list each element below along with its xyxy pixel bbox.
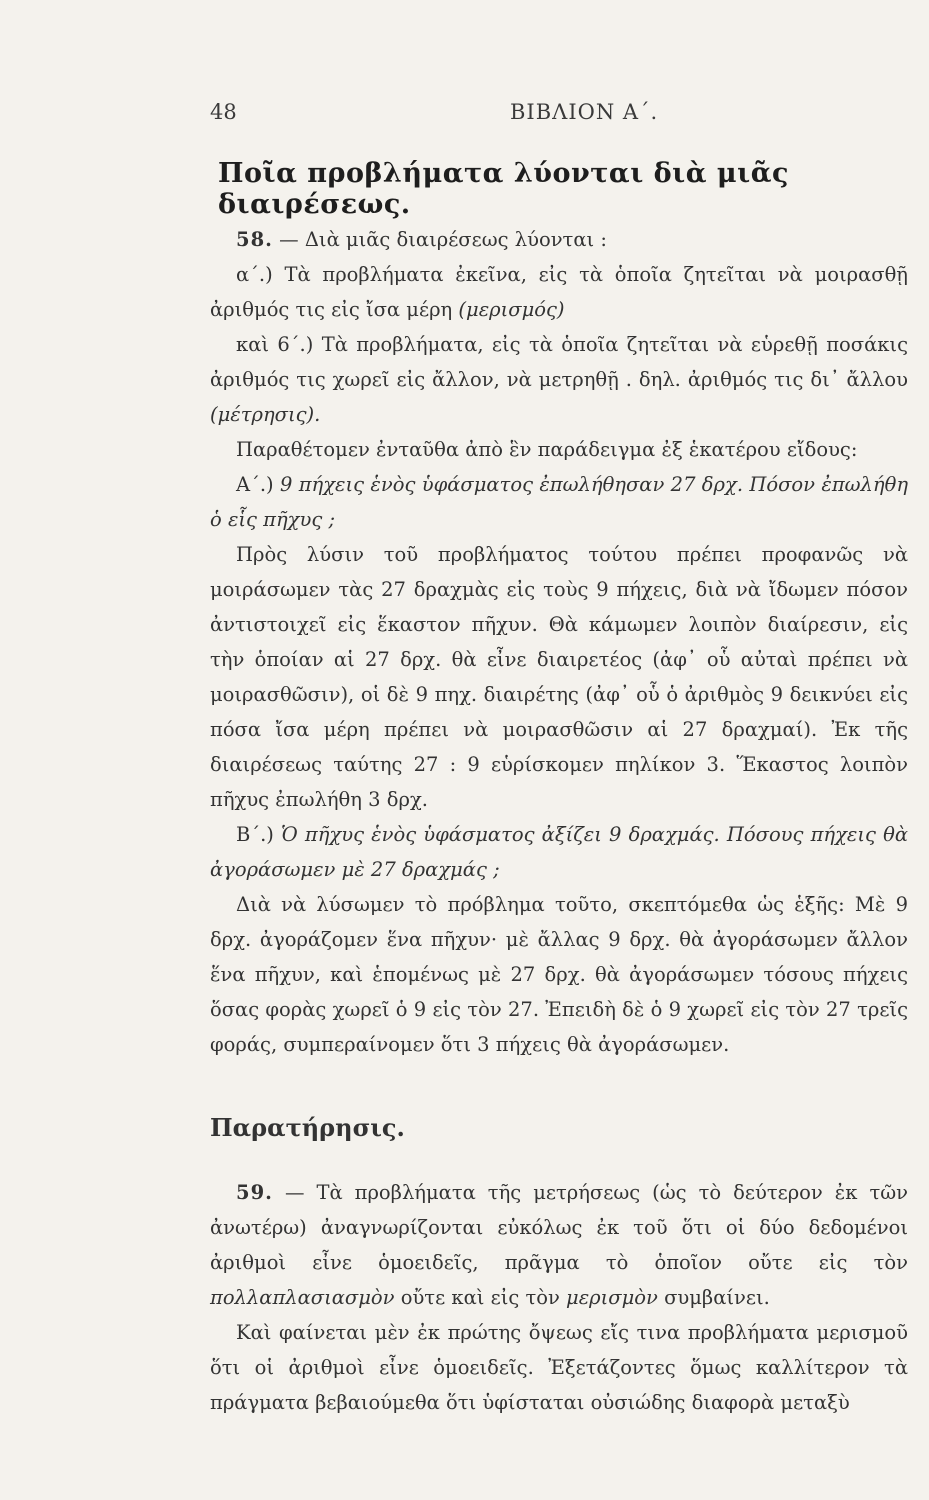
running-head: ΒΙΒΛΙΟΝ Α΄. <box>510 100 659 124</box>
observation-title: Παρατήρησις. <box>210 1113 405 1142</box>
paragraph-59-text-2: οὔτε καὶ εἰς τὸν <box>400 1286 560 1309</box>
page-number: 48 <box>210 100 237 124</box>
body-text <box>210 222 908 1420</box>
example-b-question: Ὁ πῆχυς ἑνὸς ὑφάσματος ἀξίζει 9 δραχμάς. Πόσους πήχεις θὰ ἀγοράσωμεν μὲ 27 δραχμάς ; <box>210 823 908 881</box>
paragraph-58-intro <box>210 222 908 257</box>
paragraph-number-58: 58. <box>236 228 273 251</box>
examples-intro: Παραθέτομεν ἐνταῦθα ἀπὸ ἓν παράδειγμα ἐξ ἑκατέρου εἴδους: <box>236 438 858 461</box>
case-a-text: α΄.) Τὰ προβλήματα ἐκεῖνα, εἰς τὰ ὁποῖα ζητεῖται νὰ μοιρασθῇ ἀριθμός τις εἰς ἴσα μέρη <box>210 263 908 321</box>
paragraph-58-b <box>210 327 908 432</box>
example-a-question: 9 πήχεις ἑνὸς ὑφάσματος ἐπωλήθησαν 27 δρχ. Πόσον ἐπωλήθη ὁ εἷς πῆχυς ; <box>210 473 908 531</box>
paragraph-58-intro-text: — Διὰ μιᾶς διαιρέσεως λύονται : <box>279 228 607 251</box>
case-b-text: καὶ 6΄.) Τὰ προβλήματα, εἰς τὰ ὁποῖα ζητεῖται νὰ εὑρεθῇ ποσάκις ἀριθμός τις χωρεῖ εἰς ἄλλον, νὰ μετρηθῇ . δηλ. ἀριθμός τις δι᾿ ἄλλου <box>210 333 908 391</box>
example-a-label: Α΄.) <box>236 473 274 496</box>
section-title: Ποῖα προβλήματα λύονται διὰ μιᾶς διαιρέσεως. <box>218 158 789 220</box>
paragraph-59-text-1: — Τὰ προβλήματα τῆς μετρήσεως (ὡς τὸ δεύτερον ἐκ τῶν ἀνωτέρω) ἀναγνωρίζονται εὐκόλως ἐκ τοῦ ὅτι οἱ δύο δεδομένοι ἀριθμοὶ εἶνε ὁμοειδεῖς, πρᾶγμα τὸ ὁποῖον οὔτε εἰς τὸν <box>210 1181 908 1274</box>
example-b-solution: Διὰ νὰ λύσωμεν τὸ πρόβλημα τοῦτο, σκεπτόμεθα ὡς ἑξῆς: Μὲ 9 δρχ. ἀγοράζομεν ἕνα πῆχυν· μὲ ἄλλας 9 δρχ. θὰ ἀγοράσωμεν ἄλλον ἕνα πῆχυν, καὶ ἑπομένως μὲ 27 δρχ. θὰ ἀγοράσωμεν τόσους πήχεις ὅσας φορὰς χωρεῖ ὁ 9 εἰς τὸν 27. Ἐπειδὴ δὲ ὁ 9 χωρεῖ εἰς τὸν 27 τρεῖς φοράς, συμπεραίνομεν ὅτι 3 πήχεις θὰ ἀγοράσωμεν. <box>210 893 908 1056</box>
paragraph-59 <box>210 1175 908 1315</box>
page-header <box>210 100 660 130</box>
example-a <box>210 467 908 537</box>
example-b <box>210 817 908 887</box>
paragraph-59-continued: Καὶ φαίνεται μὲν ἐκ πρώτης ὄψεως εἴς τινα προβλήματα μερισμοῦ ὅτι οἱ ἀριθμοὶ εἶνε ὁμοειδεῖς. Ἐξετάζοντες ὅμως καλλίτερον τὰ πράγματα βεβαιούμεθα ὅτι ὑφίσταται οὐσιώδης διαφορὰ μεταξὺ <box>210 1321 908 1414</box>
term-pollaplasiasmos: πολλαπλασιασμὸν <box>210 1286 395 1309</box>
paragraph-59-text-3: συμβαίνει. <box>664 1286 770 1309</box>
example-b-label: Β΄.) <box>236 823 274 846</box>
term-merismon: μερισμὸν <box>566 1286 658 1309</box>
paragraph-number-59: 59. <box>236 1181 273 1204</box>
example-a-solution: Πρὸς λύσιν τοῦ προβλήματος τούτου πρέπει προφανῶς νὰ μοιράσωμεν τὰς 27 δραχμὰς εἰς τοὺς 9 πήχεις, διὰ νὰ ἴδωμεν πόσον ἀντιστοιχεῖ εἰς ἕκαστον πῆχυν. Θὰ κάμωμεν λοιπὸν διαίρεσιν, εἰς τὴν ὁποίαν αἱ 27 δρχ. θὰ εἶνε διαιρετέος (ἀφ᾿ οὗ αὐταὶ πρέπει νὰ μοιρασθῶσιν), οἱ δὲ 9 πηχ. διαιρέτης (ἀφ᾿ οὗ ὁ ἀριθμὸς 9 δεικνύει εἰς πόσα ἴσα μέρη πρέπει νὰ μοιρασθῶσιν αἱ 27 δραχμαί). Ἐκ τῆς διαιρέσεως ταύτης 27 : 9 εὑρίσκομεν πηλίκον 3. Ἕκαστος λοιπὸν πῆχυς ἐπωλήθη 3 δρχ. <box>210 543 908 811</box>
paragraph-58-a <box>210 257 908 327</box>
term-merismos: (μερισμός) <box>458 298 565 321</box>
term-metrisis: (μέτρησις). <box>210 403 321 426</box>
